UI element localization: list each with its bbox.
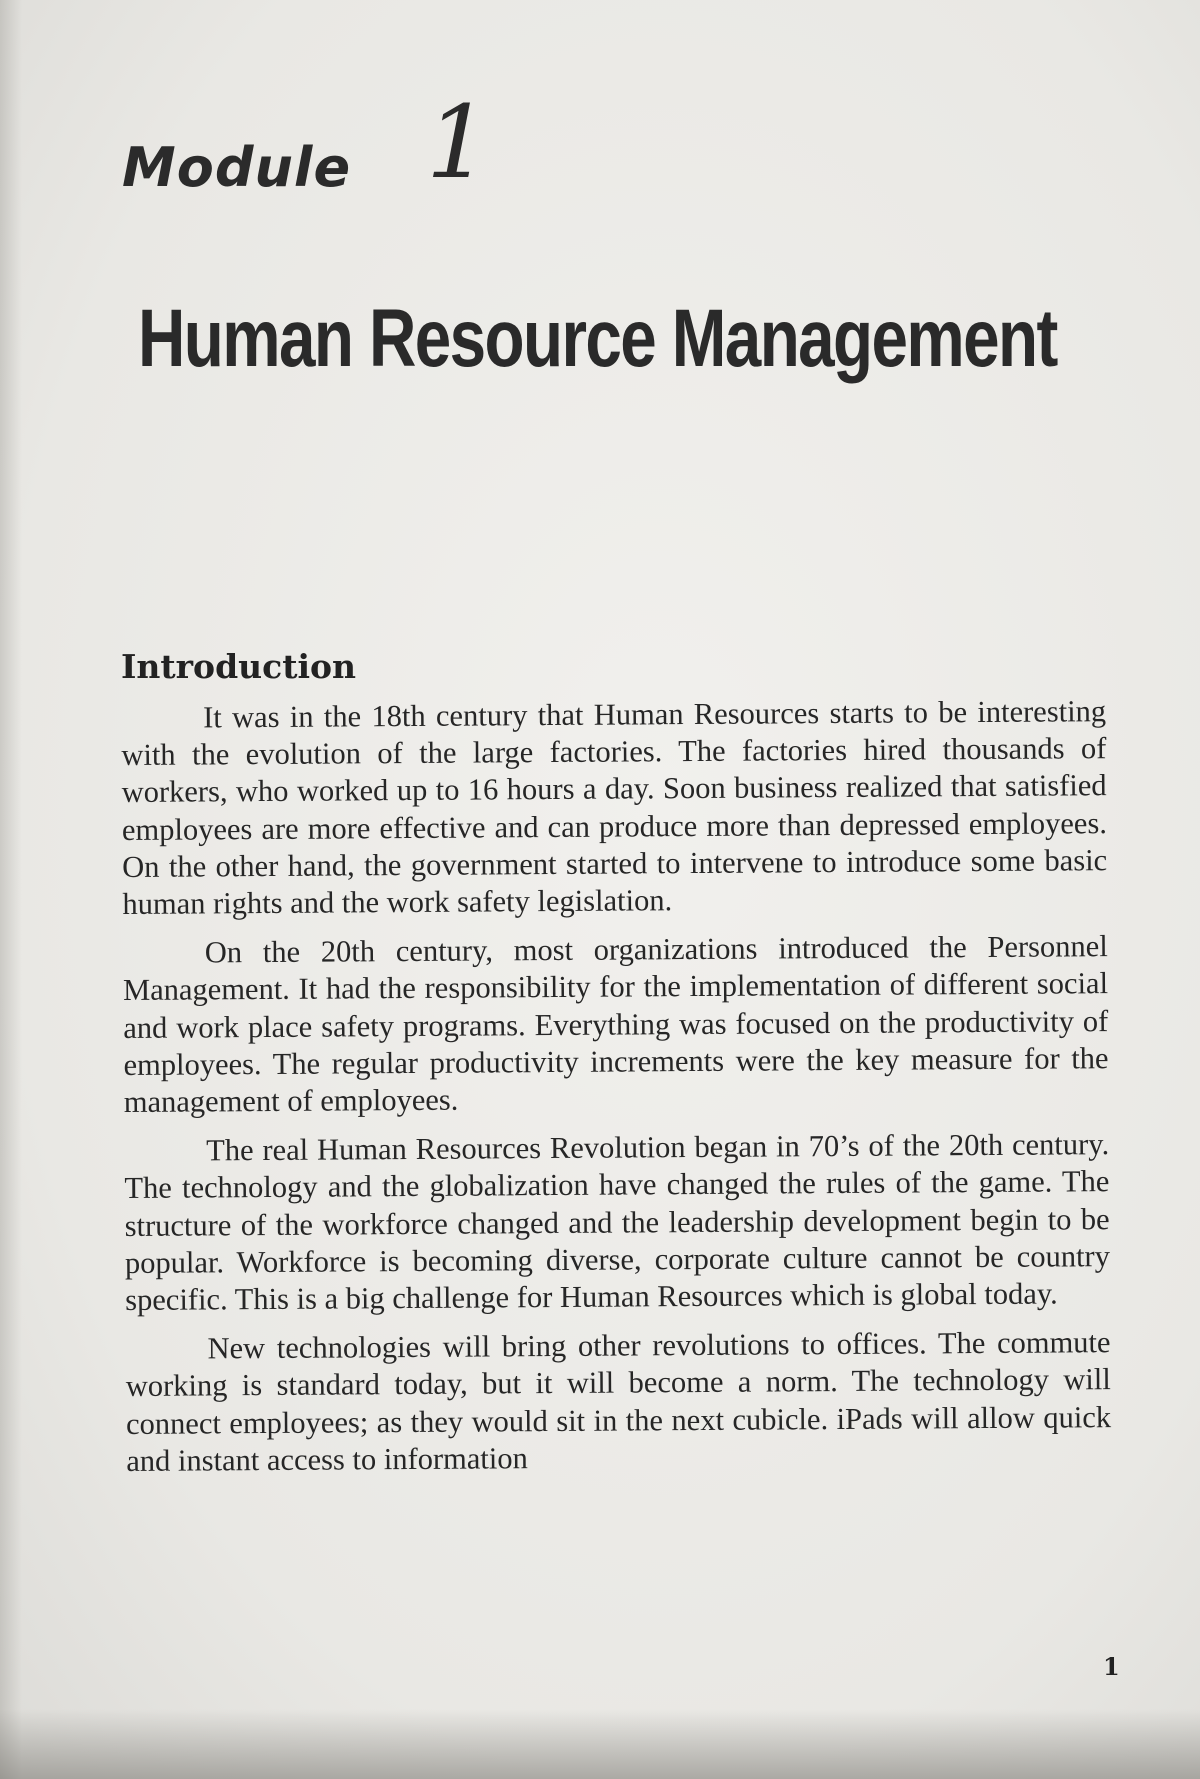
section-heading: Introduction (121, 647, 357, 686)
paragraph: It was in the 18th century that Human Resources starts to be interesting with the evolution of the large factories. The factories hired thousands of workers, who worked up to 16 hours a day. Soon business realized that satisfied employees are more effective and can produce more than depressed employees. On the other hand, the government started to intervene to introduce some basic human rights and the work safety legislation. (121, 694, 1108, 922)
page-bottom-shadow (0, 1709, 1200, 1779)
module-heading (122, 84, 542, 212)
module-number: 1 (426, 84, 490, 201)
chapter-title: Human Resource Management (138, 293, 1057, 384)
body-text (121, 693, 1112, 1492)
module-label: Module (122, 136, 352, 199)
paragraph: The real Human Resources Revolution began in 70’s of the 20th century. The technology and the globalization have changed the rules of the game. The structure of the workforce changed and the leadership development begin to be popular. Workforce is becoming diverse, corporate culture cannot be country specific. This is a big challenge for Human Resources which is global today. (124, 1127, 1111, 1318)
paragraph: On the 20th century, most organizations introduced the Personnel Management. It had the responsibility for the implementation of different social and work place safety programs. Everything was focused on the productivity of employees. The regular productivity increments were the key measure for the management of employees. (122, 929, 1109, 1120)
page-edge-shadow (0, 0, 22, 1779)
paragraph: New technologies will bring other revolutions to offices. The commute working is standard today, but it will become a norm. The technology will connect employees; as they would sit in the next cubicle. iPads will allow quick and instant access to information (125, 1325, 1112, 1478)
page-number: 1 (1103, 1652, 1120, 1681)
